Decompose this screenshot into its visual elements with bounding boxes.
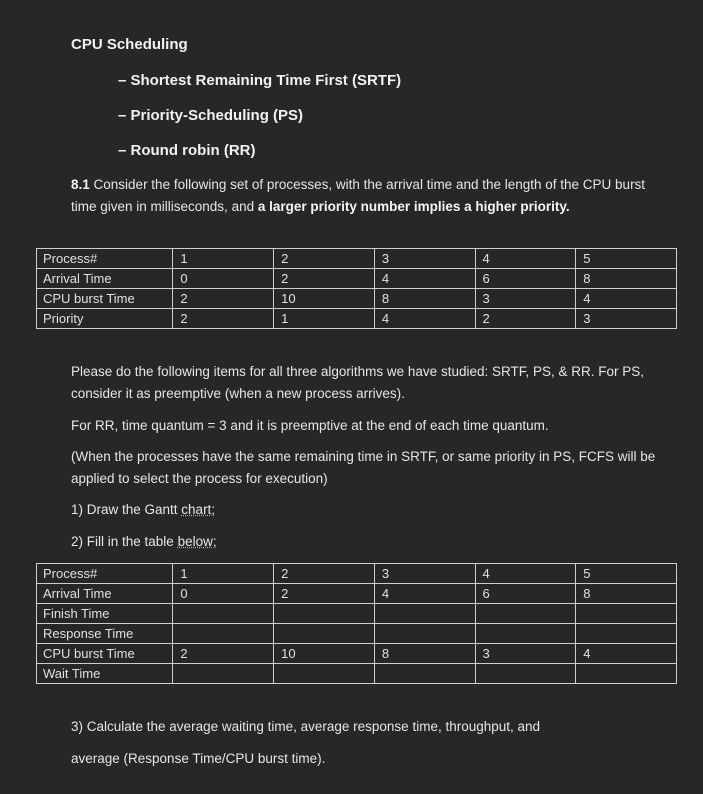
row-label: Wait Time <box>37 664 173 684</box>
table-cell: 6 <box>475 269 576 289</box>
item-3-line-1: 3) Calculate the average waiting time, average response time, throughput, and <box>71 719 541 734</box>
table-cell: 4 <box>475 249 576 269</box>
table-cell <box>576 664 677 684</box>
table-cell <box>374 664 475 684</box>
item-1-text: 1) Draw the Gantt <box>71 502 182 517</box>
table-cell <box>374 624 475 644</box>
table-cell: 5 <box>576 249 677 269</box>
row-label: Arrival Time <box>37 584 173 604</box>
problem-text: Consider the following set of processes, with the arrival time and the length of the CPU burst time given in milliseconds, and <box>71 177 646 214</box>
table-cell: 8 <box>576 269 677 289</box>
item-2 <box>71 531 651 553</box>
row-label: CPU burst Time <box>37 644 173 664</box>
table-cell <box>576 604 677 624</box>
algorithm-rr: – Round robin (RR) <box>118 142 256 159</box>
table-cell <box>475 624 576 644</box>
table-cell <box>475 664 576 684</box>
table-row <box>37 269 677 289</box>
results-table-body <box>37 564 677 684</box>
table-cell: 3 <box>576 309 677 329</box>
table-cell <box>173 604 274 624</box>
table-cell: 6 <box>475 584 576 604</box>
table-cell: 1 <box>274 309 375 329</box>
table-cell <box>374 604 475 624</box>
results-table <box>36 563 677 684</box>
row-label: Priority <box>37 309 173 329</box>
item-2-text: 2) Fill in the table <box>71 534 178 549</box>
instructions-paragraph-3: (When the processes have the same remaining time in SRTF, or same priority in PS, FCFS will be applied to select the process for execution) <box>71 449 656 486</box>
table-row <box>37 564 677 584</box>
table-cell <box>274 624 375 644</box>
table-cell: 4 <box>576 644 677 664</box>
table-cell: 1 <box>173 564 274 584</box>
table-cell: 3 <box>475 644 576 664</box>
table-cell: 2 <box>274 269 375 289</box>
table-cell: 5 <box>576 564 677 584</box>
table-cell: 3 <box>475 289 576 309</box>
problem-end: . <box>565 198 570 214</box>
instructions-paragraph-2: For RR, time quantum = 3 and it is preemptive at the end of each time quantum. <box>71 418 549 433</box>
problem-number: 8.1 <box>71 177 90 192</box>
table-cell <box>173 664 274 684</box>
table-cell: 10 <box>274 644 375 664</box>
process-table <box>36 248 677 329</box>
row-label: Response Time <box>37 624 173 644</box>
row-label: Finish Time <box>37 604 173 624</box>
table-cell: 10 <box>274 289 375 309</box>
table-cell: 2 <box>274 249 375 269</box>
item-2-underlined: below; <box>177 534 217 549</box>
table-cell <box>576 624 677 644</box>
row-label: Process# <box>37 249 173 269</box>
priority-note: a larger priority number implies a higher priority <box>257 198 566 214</box>
item-1 <box>71 499 651 521</box>
table-cell: 2 <box>173 309 274 329</box>
item-3-line-2: average (Response Time/CPU burst time). <box>71 751 326 766</box>
row-label: Process# <box>37 564 173 584</box>
instructions-paragraph-1: Please do the following items for all three algorithms we have studied: SRTF, PS, & RR. For PS, consider it as preemptive (when a new process arrives). <box>71 364 645 401</box>
table-row <box>37 309 677 329</box>
algorithm-srtf: – Shortest Remaining Time First (SRTF) <box>118 72 402 89</box>
problem-statement <box>71 174 646 217</box>
table-row <box>37 584 677 604</box>
table-cell: 2 <box>274 584 375 604</box>
table-row <box>37 644 677 664</box>
table-cell: 1 <box>173 249 274 269</box>
row-label: Arrival Time <box>37 269 173 289</box>
process-table-body <box>37 249 677 329</box>
table-row <box>37 624 677 644</box>
table-cell: 4 <box>576 289 677 309</box>
table-cell: 3 <box>374 564 475 584</box>
table-row <box>37 289 677 309</box>
row-label: CPU burst Time <box>37 289 173 309</box>
table-cell: 2 <box>274 564 375 584</box>
table-cell <box>274 664 375 684</box>
item-1-underlined: chart; <box>181 502 216 517</box>
table-cell <box>475 604 576 624</box>
table-cell <box>274 604 375 624</box>
table-row <box>37 249 677 269</box>
table-row <box>37 664 677 684</box>
page-title: CPU Scheduling <box>71 36 188 53</box>
table-cell: 2 <box>173 289 274 309</box>
table-cell: 4 <box>475 564 576 584</box>
table-cell: 4 <box>374 269 475 289</box>
table-cell <box>173 624 274 644</box>
table-cell: 3 <box>374 249 475 269</box>
table-cell: 8 <box>576 584 677 604</box>
algorithm-ps: – Priority-Scheduling (PS) <box>118 107 304 124</box>
table-cell: 2 <box>475 309 576 329</box>
table-cell: 4 <box>374 584 475 604</box>
table-cell: 8 <box>374 289 475 309</box>
table-cell: 0 <box>173 584 274 604</box>
table-cell: 0 <box>173 269 274 289</box>
table-cell: 8 <box>374 644 475 664</box>
table-cell: 2 <box>173 644 274 664</box>
table-row <box>37 604 677 624</box>
table-cell: 4 <box>374 309 475 329</box>
